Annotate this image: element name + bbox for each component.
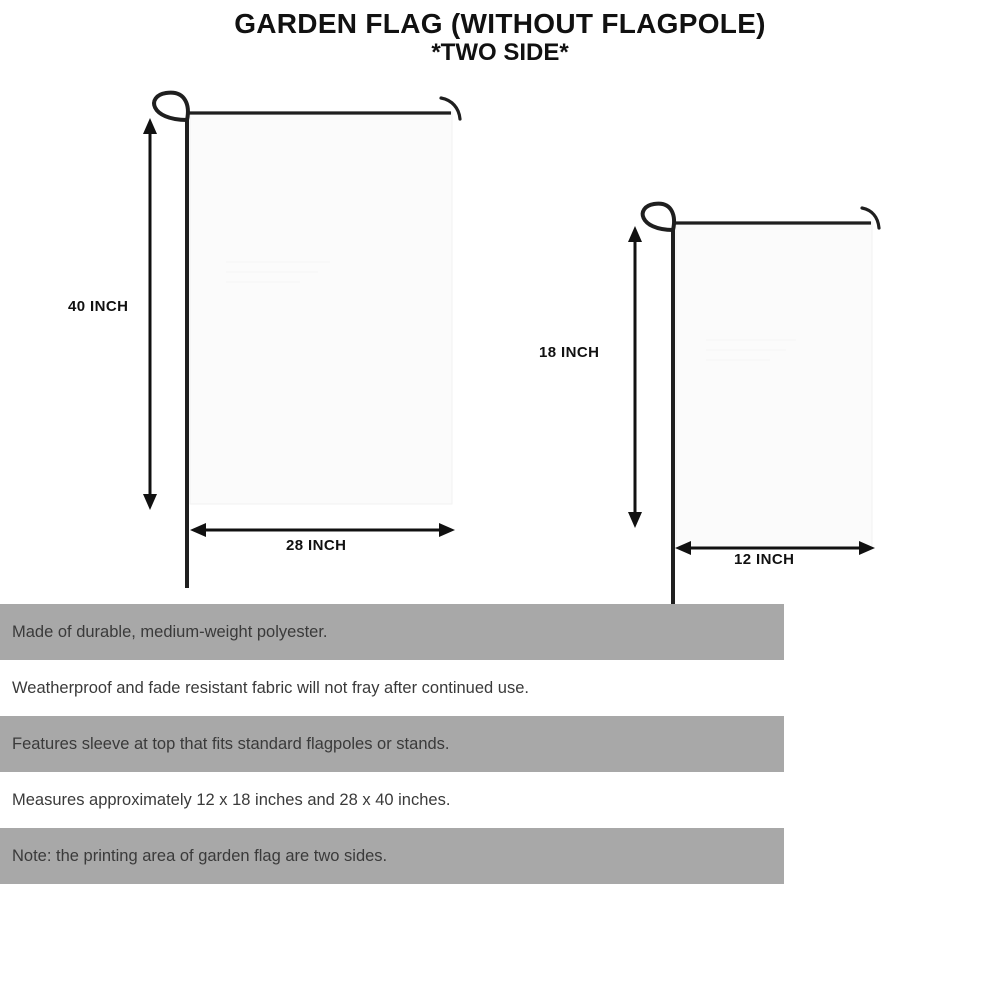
feature-text: Measures approximately 12 x 18 inches and 28 x 40 inches.	[12, 790, 451, 809]
large-flag-fabric	[190, 112, 452, 504]
list-item	[0, 772, 784, 828]
feature-text: Made of durable, medium-weight polyester.	[12, 622, 328, 641]
small-flag-fabric	[676, 222, 872, 549]
feature-list	[0, 604, 784, 884]
list-item	[0, 604, 784, 660]
small-flag-pole-loop	[643, 204, 674, 230]
large-flag-pole-loop	[154, 93, 188, 120]
large-flag-width-arrow	[190, 523, 455, 537]
list-item	[0, 660, 784, 716]
list-item	[0, 716, 784, 772]
small-flag-height-arrow	[628, 226, 642, 528]
feature-text: Features sleeve at top that fits standard flagpoles or stands.	[12, 734, 450, 753]
feature-text: Note: the printing area of garden flag are two sides.	[12, 846, 388, 865]
page-subtitle: *TWO SIDE*	[431, 39, 569, 67]
small-flag-width-label: 12 INCH	[734, 551, 795, 568]
large-flag-width-label: 28 INCH	[286, 537, 347, 554]
page-title: GARDEN FLAG (WITHOUT FLAGPOLE)	[234, 8, 766, 39]
large-flag-height-label: 40 INCH	[68, 298, 129, 315]
list-item	[0, 828, 784, 884]
small-flag-height-label: 18 INCH	[539, 344, 600, 361]
large-flag-height-arrow	[143, 118, 157, 510]
feature-text: Weatherproof and fade resistant fabric will not fray after continued use.	[12, 678, 529, 697]
